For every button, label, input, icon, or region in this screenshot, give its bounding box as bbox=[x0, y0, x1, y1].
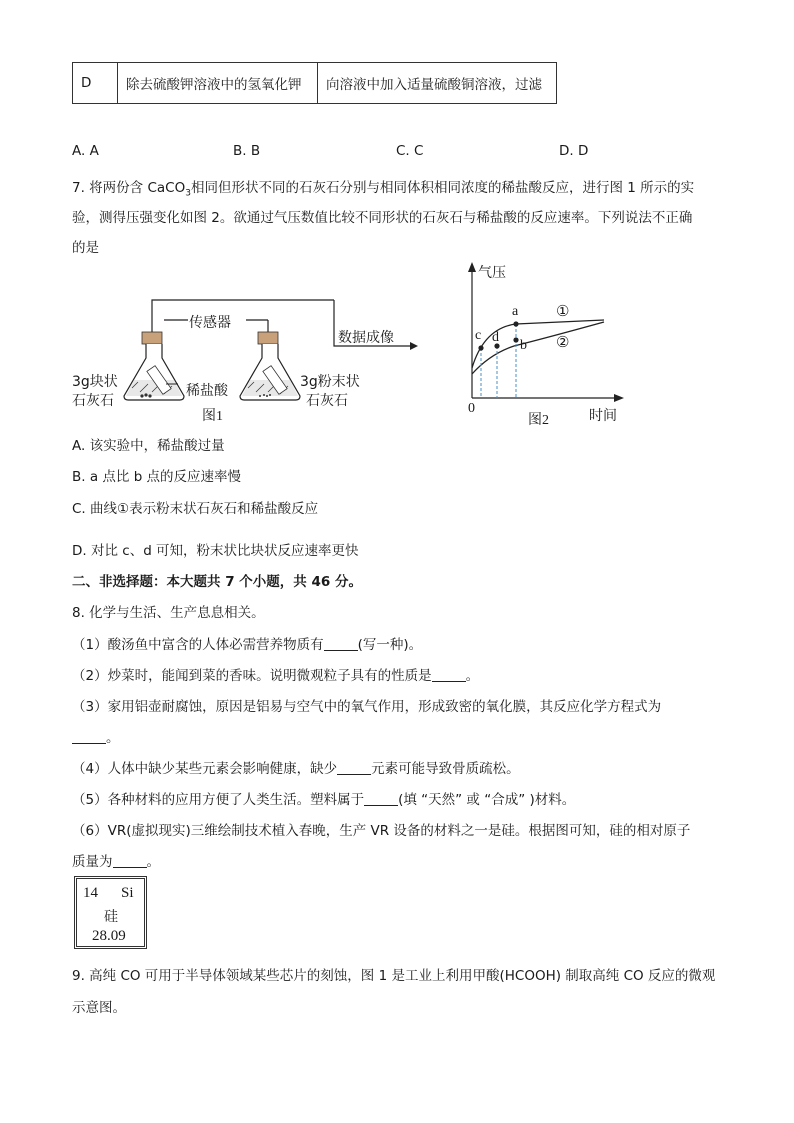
q8-part4: （4）人体中缺少某些元素会影响健康，缺少 元素可能导致骨质疏松。 bbox=[72, 761, 520, 777]
fig2-xlabel: 时间 bbox=[589, 409, 617, 424]
q8-part3-line2: 。 bbox=[72, 726, 120, 746]
q7-option-d: D. 对比 c、d 可知，粉末状比块状反应速率更快 bbox=[72, 543, 359, 559]
q9-stem-line1: 9. 高纯 CO 可用于半导体领域某些芯片的刻蚀，图 1 是工业上利用甲酸(HCOOH) 制取高纯 CO 反应的微观 bbox=[72, 968, 716, 984]
q8-part2: （2）炒菜时，能闻到菜的香味。说明微观粒子具有的性质是 。 bbox=[72, 668, 480, 684]
element-atomic-mass: 28.09 bbox=[92, 928, 126, 944]
fig2-caption: 图2 bbox=[528, 413, 549, 428]
q7-option-c: C. 曲线①表示粉末状石灰石和稀盐酸反应 bbox=[72, 501, 319, 517]
q7-option-b: B. a 点比 b 点的反应速率慢 bbox=[72, 469, 242, 485]
q8-part6-line1: （6）VR(虚拟现实)三维绘制技术植入春晚，生产 VR 设备的材料之一是硅。根据图可知，硅的相对原子 bbox=[72, 823, 691, 839]
q8-part5: （5）各种材料的应用方便了人类生活。塑料属于 (填 “天然” 或 “合成” )材料。 bbox=[72, 792, 576, 808]
q7-stem-line1: 7. 将两份含 CaCO$_3$相同但形状不同的石灰石分别与相同体积相同浓度的稀盐酸反应，进行图 1 所示的实 bbox=[72, 180, 695, 199]
fig1-left-flask-label-1: 3g块状 bbox=[72, 374, 118, 390]
fig1-data-imaging-label: 数据成像 bbox=[338, 330, 394, 346]
fig2-point-b: b bbox=[520, 338, 527, 353]
q6-option-c: C. C bbox=[396, 143, 424, 159]
fig2-point-c: c bbox=[475, 328, 482, 343]
answer-blank bbox=[364, 792, 398, 807]
table-row bbox=[73, 63, 557, 104]
q6-option-a: A. A bbox=[72, 143, 99, 159]
section-heading: 二、非选择题：本大题共 7 个小题，共 46 分。 bbox=[72, 574, 362, 590]
table-cell-method: 向溶液中加入适量硫酸铜溶液，过滤 bbox=[318, 63, 557, 104]
fig1-sensor-label: 传感器 bbox=[189, 315, 231, 331]
q9-stem-line2: 示意图。 bbox=[72, 1000, 126, 1016]
table-cell-purpose: 除去硫酸钾溶液中的氢氧化钾 bbox=[118, 63, 318, 104]
table-cell-letter: D bbox=[73, 63, 118, 104]
fig2-curve2-label: ② bbox=[556, 335, 570, 351]
q7-stem-line3: 的是 bbox=[72, 240, 99, 256]
fig1-right-flask-label-2: 石灰石 bbox=[306, 393, 348, 409]
answer-blank bbox=[72, 730, 106, 745]
answer-blank bbox=[337, 761, 371, 776]
q6-option-d: D. D bbox=[559, 143, 589, 159]
fig2-ylabel: 气压 bbox=[478, 265, 506, 281]
element-card-silicon bbox=[74, 876, 147, 949]
fig1-left-flask-label-2: 石灰石 bbox=[72, 393, 114, 409]
fig1-right-flask-label-1: 3g粉末状 bbox=[300, 374, 360, 390]
fig1-caption: 图1 bbox=[202, 409, 223, 424]
q8-stem: 8. 化学与生活、生产息息相关。 bbox=[72, 605, 265, 621]
answer-blank bbox=[432, 668, 466, 683]
fig2-origin: 0 bbox=[468, 401, 475, 416]
q8-part6-line2: 质量为 。 bbox=[72, 854, 160, 870]
element-name: 硅 bbox=[104, 910, 118, 925]
answer-blank bbox=[113, 854, 147, 869]
q8-part3-line1: （3）家用铝壶耐腐蚀，原因是铝易与空气中的氧气作用，形成致密的氧化膜，其反应化学方程式为 bbox=[72, 699, 662, 715]
figure1-apparatus bbox=[70, 292, 430, 428]
fig2-curve1-label: ① bbox=[556, 304, 570, 320]
answer-blank bbox=[324, 637, 358, 652]
fig2-point-a: a bbox=[512, 304, 519, 319]
fig2-point-d: d bbox=[492, 330, 499, 345]
q7-stem-line2: 验，测得压强变化如图 2。欲通过气压数值比较不同形状的石灰石与稀盐酸的反应速率。下列说法不正确 bbox=[72, 210, 693, 226]
option-table bbox=[72, 62, 557, 104]
q8-part1: （1）酸汤鱼中富含的人体必需营养物质有 (写一种)。 bbox=[72, 637, 423, 653]
q7-option-a: A. 该实验中，稀盐酸过量 bbox=[72, 438, 225, 454]
q6-option-b: B. B bbox=[233, 143, 261, 159]
element-symbol: Si bbox=[121, 885, 134, 901]
element-atomic-number: 14 bbox=[83, 885, 98, 901]
fig1-acid-label: 稀盐酸 bbox=[186, 383, 228, 399]
